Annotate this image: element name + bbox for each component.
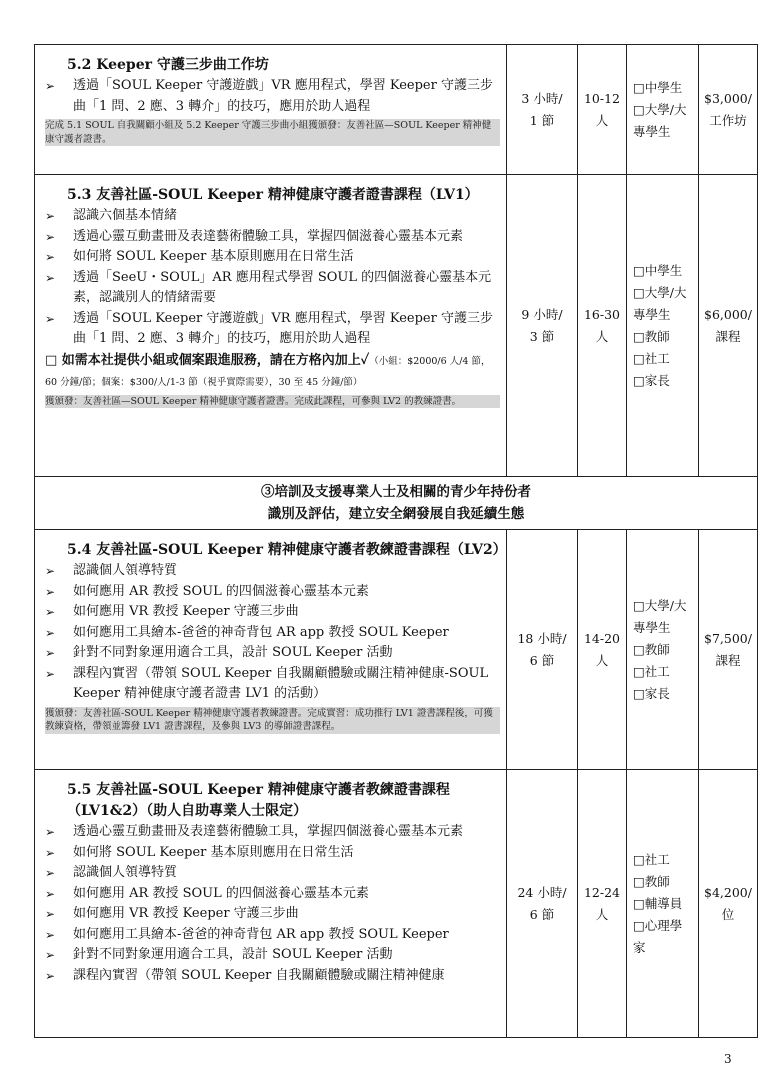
target-checkbox[interactable]: □家長 [633,685,670,701]
target-checkbox[interactable]: □教師 [633,641,670,657]
target-checkbox[interactable]: □心理學 [633,917,683,933]
course-item-list [45,76,500,117]
group-size-cell: 14-20 人 [578,530,627,770]
bullet-arrow-icon: ➢ [45,270,56,285]
target-audience-cell: □社工 □教師 □輔導員 □心理學 家 [627,770,699,1038]
course-description-cell [35,770,507,1038]
list-item: ➢ 認識個人領導特質 [45,561,500,582]
table-row [35,530,758,770]
target-checkbox[interactable]: □大學/大 [633,101,687,117]
duration-cell: 9 小時/ 3 節 [507,175,578,477]
bullet-arrow-icon: ➢ [45,209,56,223]
certificate-note: 獲頒發：友善社區—SOUL Keeper 精神健康守護者證書。完成此課程，可參與 LV2 的教練證書。 [45,395,500,409]
bullet-arrow-icon: ➢ [45,845,56,860]
target-checkbox[interactable]: □家長 [633,372,670,388]
target-checkbox[interactable]: □中學生 [633,79,683,95]
group-size-cell: 12-24 人 [578,770,627,1038]
section-band-row [35,477,758,530]
course-description-cell [35,530,507,770]
bullet-arrow-icon: ➢ [45,825,56,839]
list-item: ➢ 如何應用工具繪本-爸爸的神奇背包 AR app 教授 SOUL Keeper [45,623,500,644]
bullet-arrow-icon: ➢ [45,968,56,983]
follow-up-checkbox-line[interactable]: □ 如需本社提供小組或個案跟進服務，請在方格內加上✓（小組：$2000/6 人/4 節，60 分鐘/節；個案：$300/人/1-3 節（視乎實際需要），30 至 45 分鐘/節） [45,352,491,388]
target-checkbox[interactable]: □社工 [633,663,670,679]
bullet-arrow-icon: ➢ [45,584,56,599]
list-item: ➢ 如何應用 VR 教授 Keeper 守護三步曲 [45,904,500,925]
list-item: ➢ 如何將 SOUL Keeper 基本原則應用在日常生活 [45,843,500,864]
course-title: 5.5 友善社區-SOUL Keeper 精神健康守護者教練證書課程（LV1&2）（助人自助專業人士限定） [67,782,450,819]
list-item: ➢ 透過「SOUL Keeper 守護遊戲」VR 應用程式，學習 Keeper 守護三步曲「1 問、2 應、3 轉介」的技巧，應用於助人過程 [45,310,493,346]
course-description-cell [35,45,507,175]
bullet-arrow-icon: ➢ [45,886,56,901]
bullet-arrow-icon: ➢ [45,927,56,942]
target-checkbox[interactable]: □輔導員 [633,895,683,911]
list-item: ➢ 認識個人領導特質 [45,863,500,884]
course-title: 5.4 友善社區-SOUL Keeper 精神健康守護者教練證書課程（LV2） [67,542,507,558]
certificate-note: 獲頒發：友善社區-SOUL Keeper 精神健康守護者教練證書。完成實習：成功推行 LV1 證書課程後，可獲教練資格，帶領並籌發 LV1 證書課程，及參與 LV3 的導師證書課程。 [45,707,500,734]
course-item-list [45,822,500,986]
list-item: ➢ 課程內實習（帶領 SOUL Keeper 自我關顧體驗或關注精神健康 [45,966,500,987]
bullet-arrow-icon: ➢ [45,625,56,640]
bullet-arrow-icon: ➢ [45,229,56,244]
list-item: ➢ 課程內實習（帶領 SOUL Keeper 自我關顧體驗或關注精神健康-SOUL Keeper 精神健康守護者證書 LV1 的活動） [45,665,489,701]
duration-cell: 24 小時/ 6 節 [507,770,578,1038]
bullet-arrow-icon: ➢ [45,250,56,264]
target-audience-cell: □中學生 □大學/大 專學生 □教師 □社工 □家長 [627,175,699,477]
list-item: ➢ 針對不同對象運用適合工具，設計 SOUL Keeper 活動 [45,945,500,966]
fee-cell: $6,000/ 課程 [699,175,758,477]
fee-cell: $3,000/ 工作坊 [699,45,758,175]
bullet-arrow-icon: ➢ [45,866,56,880]
bullet-arrow-icon: ➢ [45,564,56,578]
group-size-cell: 16-30 人 [578,175,627,477]
list-item: ➢ 透過「SeeU・SOUL」AR 應用程式學習 SOUL 的四個滋養心靈基本元素，認識別人的情緒需要 [45,269,492,305]
list-item: ➢ 如何應用 VR 教授 Keeper 守護三步曲 [45,602,500,623]
duration-cell: 18 小時/ 6 節 [507,530,578,770]
table-row [35,770,758,1038]
course-title: 5.2 Keeper 守護三步曲工作坊 [67,57,269,73]
fee-cell: $7,500/ 課程 [699,530,758,770]
list-item: ➢ 如何應用 AR 教授 SOUL 的四個滋養心靈基本元素 [45,884,500,905]
group-size-cell: 10-12 人 [578,45,627,175]
bullet-arrow-icon: ➢ [45,666,56,681]
list-item: ➢ 透過「SOUL Keeper 守護遊戲」VR 應用程式，學習 Keeper 守護三步曲「1 問、2 應、3 轉介」的技巧，應用於助人過程 [45,78,493,114]
fee-cell: $4,200/ 位 [699,770,758,1038]
list-item: ➢ 如何應用 AR 教授 SOUL 的四個滋養心靈基本元素 [45,582,500,603]
target-checkbox[interactable]: □教師 [633,328,670,344]
course-item-list [45,206,500,350]
target-checkbox[interactable]: □教師 [633,873,670,889]
target-audience-cell: □中學生 □大學/大 專學生 [627,45,699,175]
bullet-arrow-icon: ➢ [45,948,56,962]
table-row [35,45,758,175]
course-table [34,44,758,1038]
table-row [35,175,758,477]
list-item: ➢ 如何將 SOUL Keeper 基本原則應用在日常生活 [45,247,500,268]
target-audience-cell: □大學/大 專學生 □教師 □社工 □家長 [627,530,699,770]
list-item: ➢ 針對不同對象運用適合工具，設計 SOUL Keeper 活動 [45,643,500,664]
bullet-arrow-icon: ➢ [45,311,56,326]
target-checkbox[interactable]: □社工 [633,350,670,366]
list-item: ➢ 透過心靈互動畫冊及表達藝術體驗工具，掌握四個滋養心靈基本元素 [45,822,500,843]
course-title: 5.3 友善社區-SOUL Keeper 精神健康守護者證書課程（LV1） [67,187,479,203]
bullet-arrow-icon: ➢ [45,605,56,619]
target-checkbox[interactable]: □大學/大 [633,597,687,613]
target-checkbox[interactable]: □中學生 [633,262,683,278]
course-description-cell [35,175,507,477]
bullet-arrow-icon: ➢ [45,79,56,93]
bullet-arrow-icon: ➢ [45,907,56,921]
page-number: 3 [724,1052,732,1066]
section-band-heading: ③培訓及支援專業人士及相關的青少年持份者 識別及評估，建立安全網發展自我延續生態 [35,477,758,530]
list-item: ➢ 認識六個基本情緒 [45,206,500,227]
list-item: ➢ 透過心靈互動畫冊及表達藝術體驗工具，掌握四個滋養心靈基本元素 [45,227,500,248]
duration-cell: 3 小時/ 1 節 [507,45,578,175]
list-item: ➢ 如何應用工具繪本-爸爸的神奇背包 AR app 教授 SOUL Keeper [45,925,500,946]
course-item-list [45,561,500,705]
target-checkbox[interactable]: □社工 [633,851,670,867]
certificate-note: 完成 5.1 SOUL 自我關顧小組及 5.2 Keeper 守護三步曲小組獲頒發：友善社區—SOUL Keeper 精神健康守護者證書。 [45,119,500,146]
bullet-arrow-icon: ➢ [45,646,56,660]
target-checkbox[interactable]: □大學/大 [633,284,687,300]
